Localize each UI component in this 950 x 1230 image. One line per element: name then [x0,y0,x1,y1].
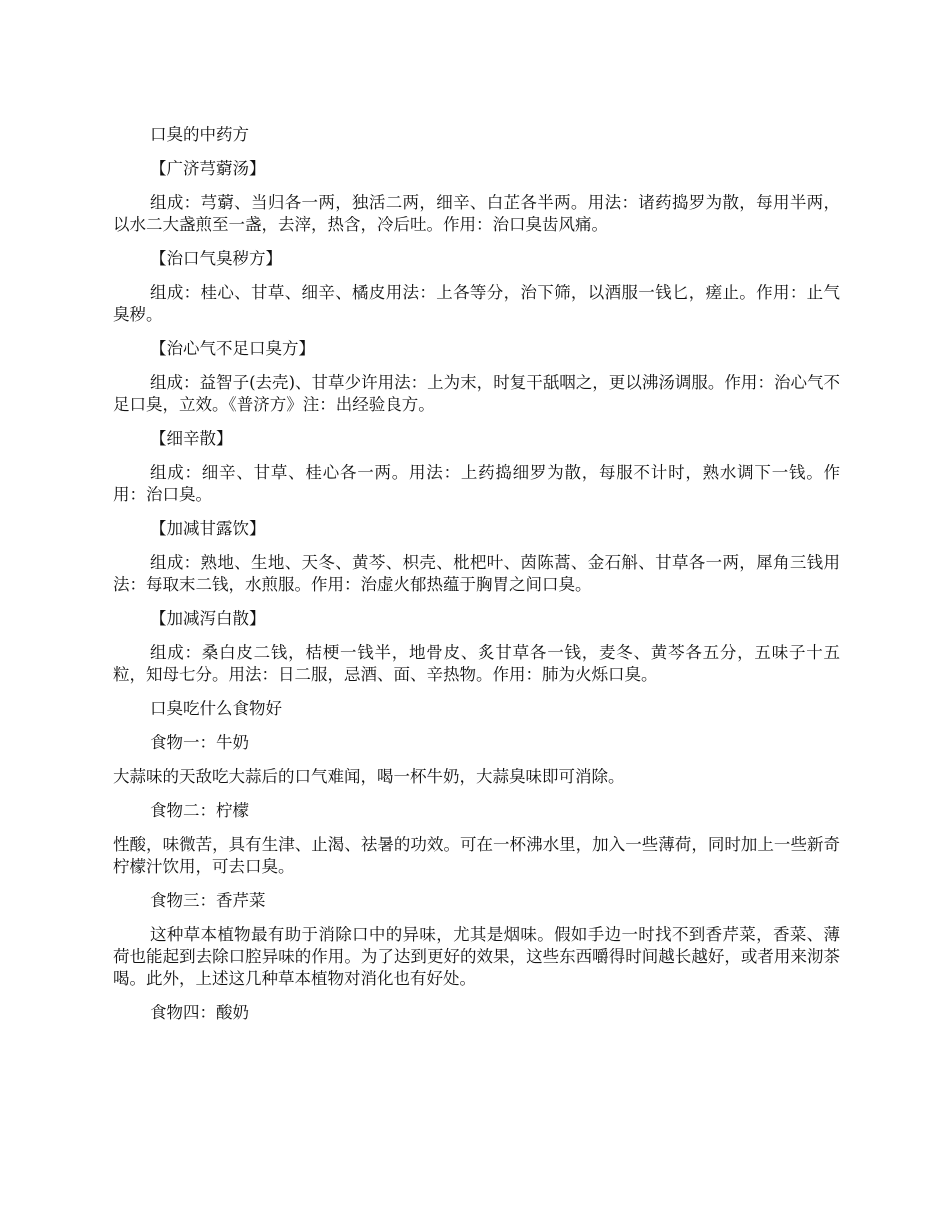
food-title: 食物二：柠檬 [150,801,249,820]
recipe-title: 【加减甘露饮】 [150,519,266,538]
recipe-title: 【广济芎藭汤】 [150,159,266,178]
food-title: 食物四：酸奶 [150,1003,249,1022]
food-title: 食物一：牛奶 [150,733,249,752]
food-body: 性酸，味微苦，具有生津、止渴、祛暑的功效。可在一杯沸水里，加入一些薄荷，同时加上一些新奇柠檬汁饮用，可去口臭。 [113,835,840,876]
food-body: 大蒜味的天敌吃大蒜后的口气难闻，喝一杯牛奶，大蒜臭味即可消除。 [113,767,625,786]
food-body: 这种草本植物最有助于消除口中的异味，尤其是烟味。假如手边一时找不到香芹菜，香菜、薄荷也能起到去除口腔异味的作用。为了达到更好的效果，这些东西嚼得时间越长越好，或者用来沏茶喝。此外，上述这几种草本植物对消化也有好处。 [113,925,840,988]
recipe-title: 【加减泻白散】 [150,609,266,628]
document-page [113,124,840,1036]
recipe-body: 组成：桑白皮二钱，桔梗一钱半，地骨皮、炙甘草各一钱，麦冬、黄芩各五分，五味子十五粒，知母七分。用法：日二服，忌酒、面、辛热物。作用：肺为火烁口臭。 [113,643,840,684]
section-heading: 口臭的中药方 [150,125,249,144]
recipe-title: 【细辛散】 [150,429,233,448]
section-heading: 口臭吃什么食物好 [150,699,282,718]
recipe-title: 【治口气臭秽方】 [150,249,282,268]
food-title: 食物三：香芹菜 [150,891,266,910]
recipe-body: 组成：芎藭、当归各一两，独活二两，细辛、白芷各半两。用法：诸药捣罗为散，每用半两，以水二大盏煎至一盏，去滓，热含，冷后吐。作用：治口臭齿风痛。 [113,193,840,234]
recipe-body: 组成：桂心、甘草、细辛、橘皮用法：上各等分，治下筛，以酒服一钱匕，瘥止。作用：止气臭秽。 [113,283,840,324]
recipe-body: 组成：熟地、生地、天冬、黄芩、枳壳、枇杷叶、茵陈蒿、金石斛、甘草各一两，犀角三钱用法：每取末二钱，水煎服。作用：治虚火郁热蕴于胸胃之间口臭。 [113,553,840,594]
recipe-title: 【治心气不足口臭方】 [150,339,315,358]
recipe-body: 组成：益智子(去壳)、甘草少许用法：上为末，时复干舐咽之，更以沸汤调服。作用：治心气不足口臭，立效。《普济方》注：出经验良方。 [113,373,840,414]
recipe-body: 组成：细辛、甘草、桂心各一两。用法：上药捣细罗为散，每服不计时，熟水调下一钱。作用：治口臭。 [113,463,840,504]
